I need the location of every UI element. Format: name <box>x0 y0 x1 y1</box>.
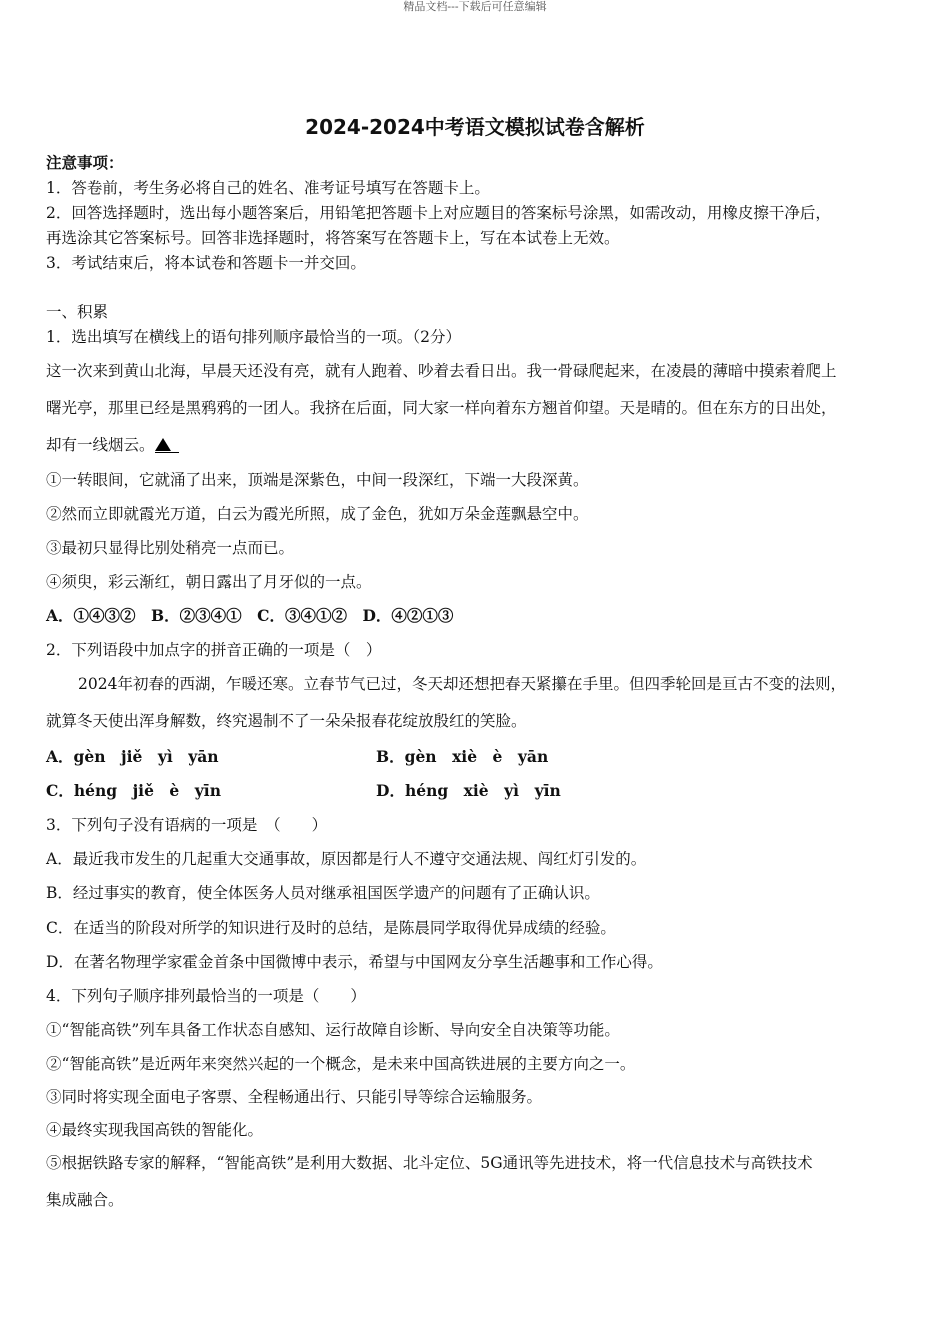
q4-item: 集成融合。 <box>46 1191 124 1209</box>
section-heading: 一、积累 <box>46 303 109 321</box>
q1-item: ④须臾，彩云渐红，朝日露出了月牙似的一点。 <box>46 573 372 591</box>
q1-passage-last <box>46 434 920 456</box>
triangle-icon <box>155 438 171 451</box>
notes-item: 2．回答选择题时，选出每小题答案后，用铅笔把答题卡上对应题目的答案标号涂黑，如需改动，用橡皮擦干净后， <box>46 204 831 222</box>
page-header: 精品文档---下载后可任意编辑 <box>403 0 547 13</box>
q3-stem: 3．下列句子没有语病的一项是 （ ） <box>46 816 328 834</box>
q4-item: ⑤根据铁路专家的解释，“智能高铁”是利用大数据、北斗定位、5G通讯等先进技术，将一代信息技术与高铁技术 <box>46 1154 813 1172</box>
notes-heading: 注意事项： <box>46 153 124 172</box>
q1-item: ②然而立即就霞光万道，白云为霞光所照，成了金色，犹如万朵金莲飘悬空中。 <box>46 505 589 523</box>
q2-option-d: D．héng xiè yì yīn <box>376 781 561 800</box>
q1-item: ①一转眼间，它就涌了出来，顶端是深紫色，中间一段深红，下端一大段深黄。 <box>46 471 589 489</box>
q3-option: D．在著名物理学家霍金首条中国微博中表示，希望与中国网友分享生活趣事和工作心得。 <box>46 953 663 971</box>
q1-passage-line: 这一次来到黄山北海，早晨天还没有亮，就有人跑着、吵着去看日出。我一骨碌爬起来，在凌晨的薄暗中摸索着爬上 <box>46 362 837 380</box>
q1-passage-line: 却有一线烟云。 <box>46 436 155 454</box>
q1-passage-line: 曙光亭，那里已经是黑鸦鸦的一团人。我挤在后面，同大家一样向着东方翘首仰望。天是晴的。但在东方的日出处， <box>46 399 837 417</box>
q2-option-b: B．gèn xiè è yān <box>376 747 549 766</box>
q4-item: ①“智能高铁”列车具备工作状态自感知、运行故障自诊断、导向安全自决策等功能。 <box>46 1021 620 1039</box>
q2-stem: 2．下列语段中加点字的拼音正确的一项是（ ） <box>46 641 382 659</box>
page-title: 2024-2024中考语文模拟试卷含解析 <box>305 115 645 139</box>
q2-option-c: C．héng jiě è yīn <box>46 781 221 800</box>
q2-option-a: A．gèn jiě yì yān <box>46 747 219 766</box>
notes-item: 再选涂其它答案标号。回答非选择题时，将答案写在答题卡上，写在本试卷上无效。 <box>46 229 620 247</box>
q2-passage-line: 就算冬天使出浑身解数，终究遏制不了一朵朵报春花绽放殷红的笑脸。 <box>46 712 527 730</box>
q2-passage-line: 2024年初春的西湖，乍暖还寒。立春节气已过，冬天却还想把春天紧攥在手里。但四季轮回是亘古不变的法则， <box>78 675 846 693</box>
q3-option: A．最近我市发生的几起重大交通事故，原因都是行人不遵守交通法规、闯红灯引发的。 <box>46 850 647 868</box>
q1-options: A．①④③② B．②③④① C．③④①② D．④②①③ <box>46 606 454 625</box>
notes-item: 1．答卷前，考生务必将自己的姓名、准考证号填写在答题卡上。 <box>46 179 490 197</box>
notes-item: 3．考试结束后，将本试卷和答题卡一并交回。 <box>46 254 366 272</box>
q1-stem: 1．选出填写在横线上的语句排列顺序最恰当的一项。（2分） <box>46 328 461 346</box>
q4-item: ④最终实现我国高铁的智能化。 <box>46 1121 264 1139</box>
q1-item: ③最初只显得比别处稍亮一点而已。 <box>46 539 295 557</box>
q4-item: ②“智能高铁”是近两年来突然兴起的一个概念，是未来中国高铁进展的主要方向之一。 <box>46 1055 636 1073</box>
answer-blank <box>155 438 179 453</box>
q3-option: C．在适当的阶段对所学的知识进行及时的总结，是陈晨同学取得优异成绩的经验。 <box>46 919 616 937</box>
q4-item: ③同时将实现全面电子客票、全程畅通出行、只能引导等综合运输服务。 <box>46 1088 543 1106</box>
q3-option: B．经过事实的教育，使全体医务人员对继承祖国医学遗产的问题有了正确认识。 <box>46 884 600 902</box>
q4-stem: 4．下列句子顺序排列最恰当的一项是（ ） <box>46 987 366 1005</box>
